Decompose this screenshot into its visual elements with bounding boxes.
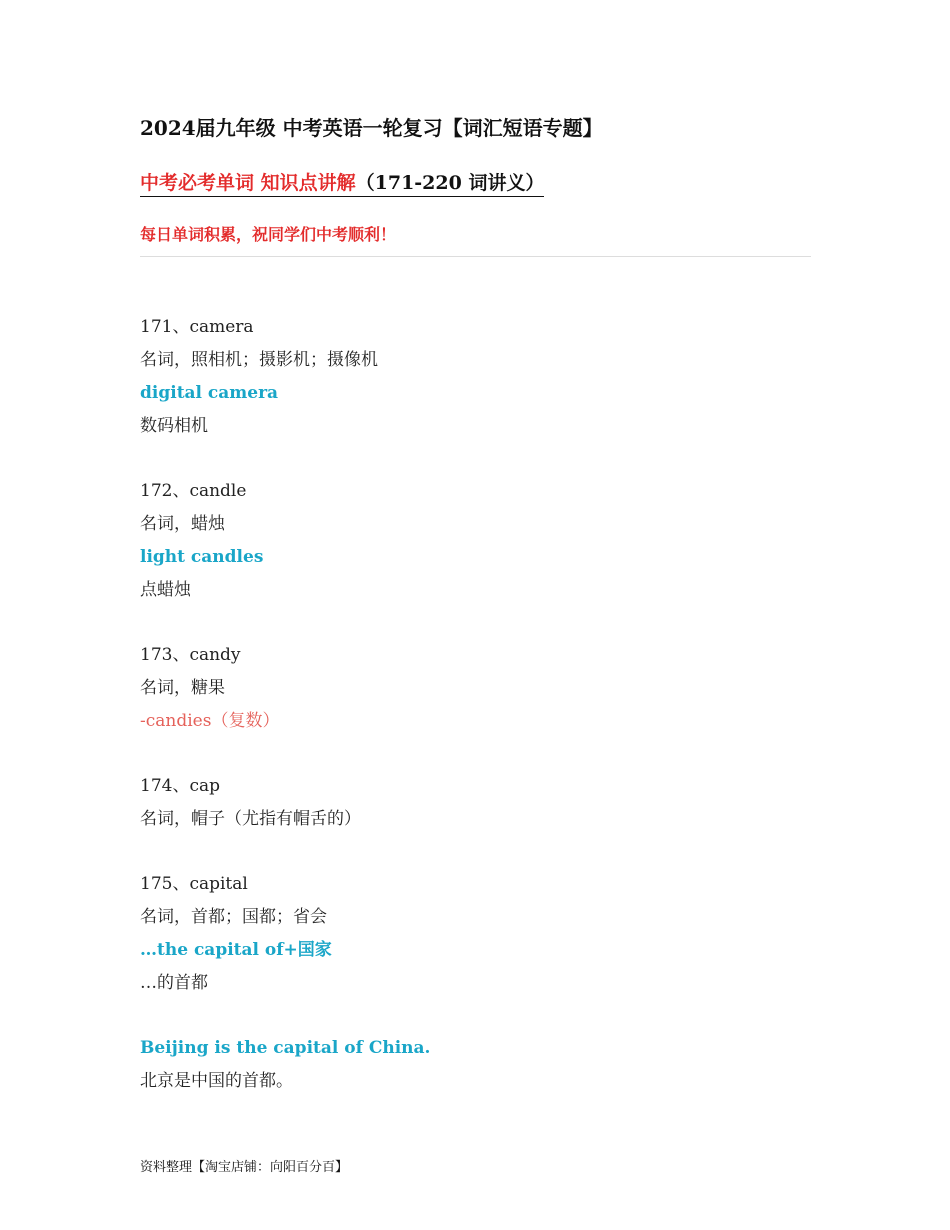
entry-capital <box>140 868 820 1098</box>
phrase-meaning: 点蜡烛 <box>140 580 191 600</box>
phrase-meaning: …的首都 <box>140 973 208 993</box>
phrase: …the capital of+国家 <box>140 940 332 960</box>
meaning: 名词，蜡烛 <box>140 514 225 534</box>
headword: 172、candle <box>140 481 247 501</box>
entry-cap <box>140 770 820 836</box>
meaning: 名词，照相机；摄影机；摄像机 <box>140 350 378 370</box>
plural-note: -candies（复数） <box>140 711 280 731</box>
example-sentence: Beijing is the capital of China. <box>140 1038 431 1058</box>
subtitle-black-part: （171-220 词讲义） <box>355 172 545 194</box>
phrase: light candles <box>140 547 264 567</box>
entry-camera <box>140 311 820 443</box>
phrase: digital camera <box>140 383 279 403</box>
headword: 171、camera <box>140 317 254 337</box>
tagline: 每日单词积累，祝同学们中考顺利！ <box>140 225 397 244</box>
headword: 174、cap <box>140 776 220 796</box>
entry-candle <box>140 475 820 607</box>
document-title: 2024届九年级 中考英语一轮复习【词汇短语专题】 <box>140 116 603 140</box>
example-translation: 北京是中国的首都。 <box>140 1071 293 1091</box>
footer-source: 资料整理【淘宝店铺：向阳百分百】 <box>140 1160 349 1175</box>
meaning: 名词，糖果 <box>140 678 225 698</box>
subtitle-red-part: 中考必考单词 知识点讲解 <box>140 172 356 194</box>
meaning: 名词，帽子（尤指有帽舌的） <box>140 809 361 829</box>
entry-candy <box>140 639 820 738</box>
headword: 173、candy <box>140 645 241 665</box>
headword: 175、capital <box>140 874 248 894</box>
vocabulary-list <box>140 311 820 1098</box>
phrase-meaning: 数码相机 <box>140 416 208 436</box>
divider <box>140 256 811 257</box>
meaning: 名词，首都；国都；省会 <box>140 907 327 927</box>
document-subtitle <box>140 168 544 197</box>
